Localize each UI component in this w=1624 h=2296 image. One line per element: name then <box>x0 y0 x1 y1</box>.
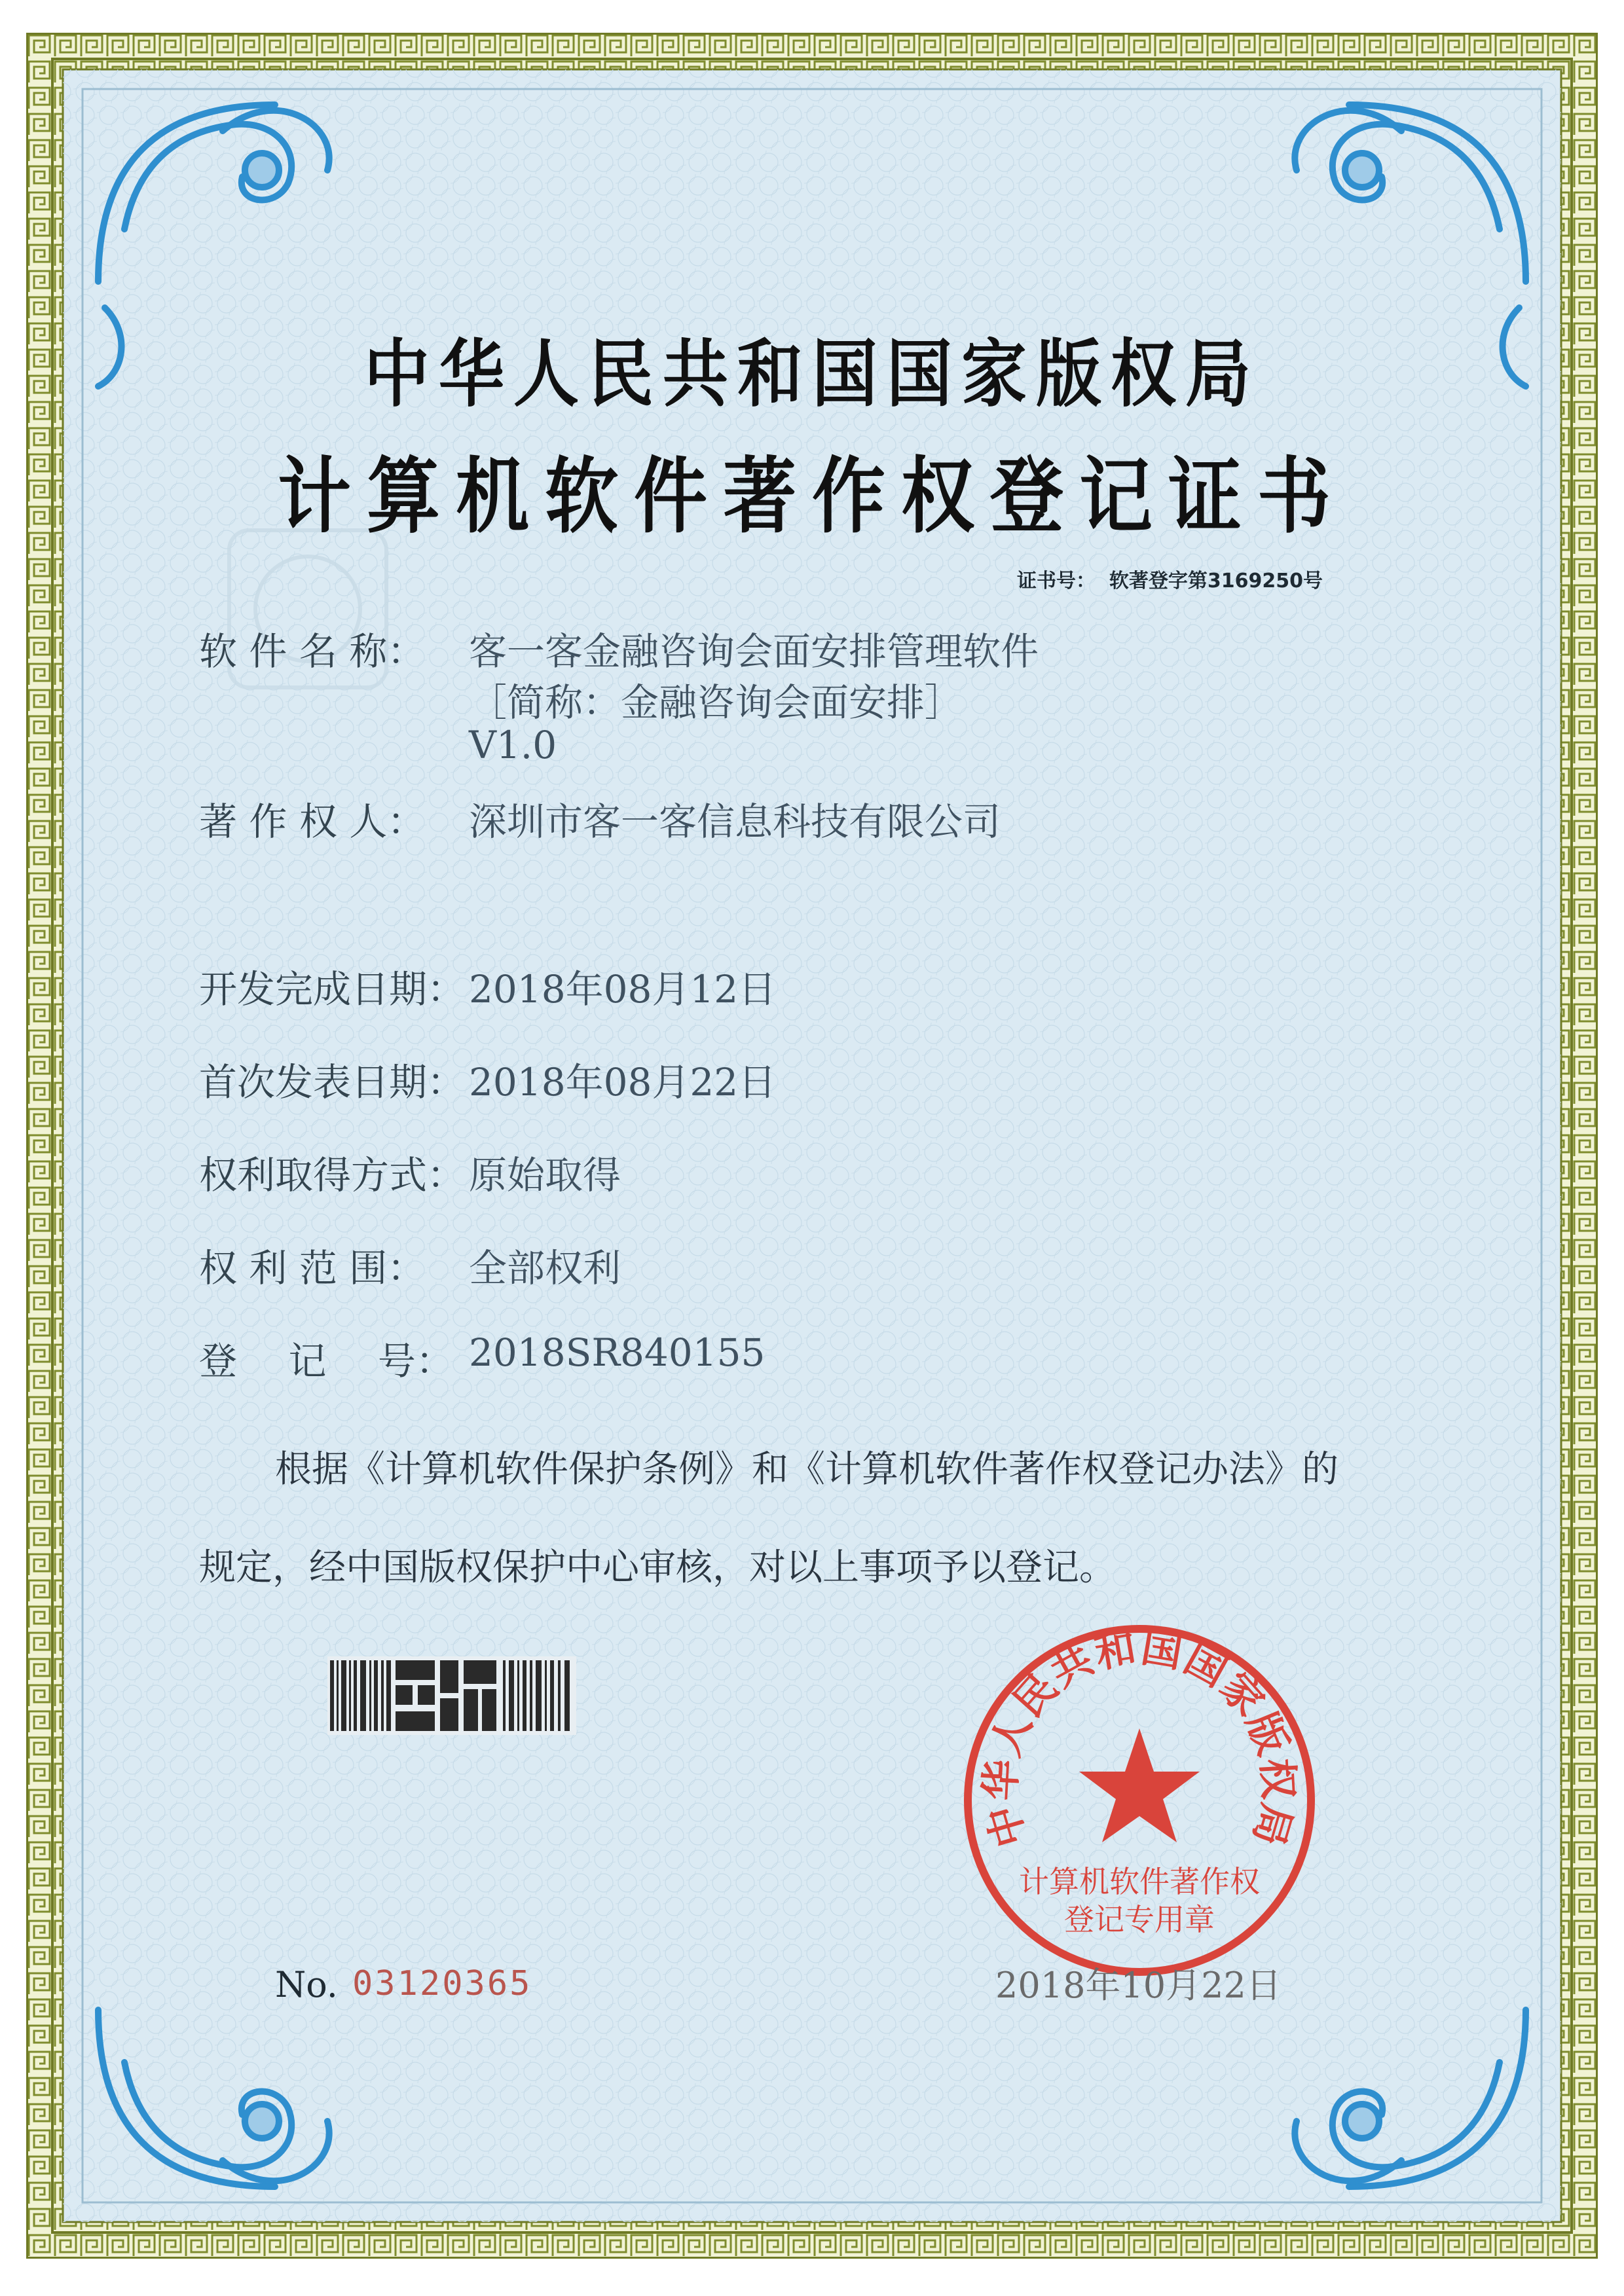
field-value-software-name: 客一客金融咨询会面安排管理软件 <box>469 629 1039 674</box>
certificate-number-label: 证书号： <box>1016 570 1096 592</box>
field-value-registration-number: 2018SR840155 <box>469 1330 766 1375</box>
field-value-first-publication-date: 2018年08月22日 <box>469 1060 777 1104</box>
statement-line-2: 规定，经中国版权保护中心审核，对以上事项予以登记。 <box>199 1546 1116 1589</box>
field-value-completion-date: 2018年08月12日 <box>469 967 777 1011</box>
official-seal <box>956 1617 1323 1984</box>
certificate-number <box>1017 564 1323 593</box>
field-label-registration-number: 登 记 号： <box>199 1339 454 1383</box>
field-value-acquisition-method: 原始取得 <box>469 1153 621 1197</box>
certificate <box>26 33 1598 2259</box>
statement-line-1: 根据《计算机软件保护条例》和《计算机软件著作权登记办法》的 <box>275 1448 1338 1491</box>
field-value-rights-scope: 全部权利 <box>469 1246 621 1290</box>
authority-name: 中华人民共和国国家版权局 <box>364 331 1260 418</box>
seal-center-line-2: 登记专用章 <box>1064 1902 1215 1937</box>
certificate-number-value: 软著登字第3169250号 <box>1109 570 1323 592</box>
serial-number-label: No. <box>275 1964 338 2005</box>
seal-ring-text: 中华人民共和国国家版权局 <box>976 1623 1303 1853</box>
seal-center-line-1: 计算机软件著作权 <box>1019 1864 1260 1899</box>
certificate-title: 计算机软件著作权登记证书 <box>278 449 1346 545</box>
field-label-software-name: 软 件 名 称： <box>199 629 426 674</box>
barcode-image <box>327 1656 576 1735</box>
issue-date: 2018年10月22日 <box>995 1965 1282 2006</box>
field-value-software-short-name: ［简称：金融咨询会面安排］ <box>469 680 963 725</box>
field-label-first-publication-date: 首次发表日期： <box>199 1060 466 1104</box>
serial-number-value: 03120365 <box>352 1964 532 2003</box>
field-value-software-version: V1.0 <box>469 723 557 767</box>
star-icon <box>1079 1728 1200 1842</box>
field-label-rights-scope: 权 利 范 围： <box>199 1246 426 1290</box>
field-label-acquisition-method: 权利取得方式： <box>199 1153 466 1197</box>
field-value-copyright-owner: 深圳市客一客信息科技有限公司 <box>469 799 1001 844</box>
field-label-copyright-owner: 著 作 权 人： <box>199 799 426 844</box>
field-label-completion-date: 开发完成日期： <box>199 967 466 1011</box>
